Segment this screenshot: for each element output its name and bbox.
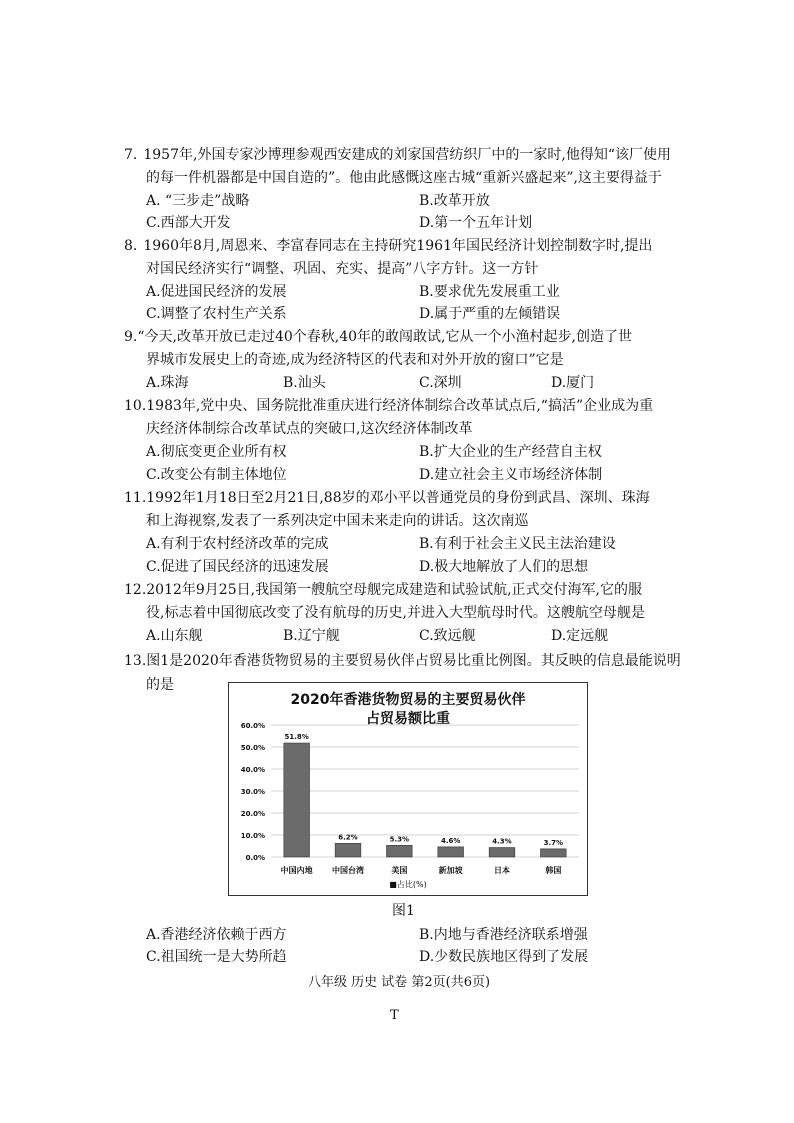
option-a[interactable]: A.珠海 xyxy=(146,375,189,391)
x-category-label: 中国台湾 xyxy=(332,866,364,875)
chart-bars xyxy=(284,733,566,857)
x-category-label: 日本 xyxy=(494,866,510,875)
question-10-line-2: 庆经济体制综合改革试点的突破口,这次经济体制改革 xyxy=(146,421,473,437)
option-a[interactable]: A. “三步走”战略 xyxy=(146,193,250,209)
chart-bar xyxy=(284,743,310,857)
option-d[interactable]: D.厦门 xyxy=(551,375,595,391)
chart-title: 2020年香港货物贸易的主要贸易伙伴 xyxy=(290,692,526,708)
question-text: 1957年,外国专家沙博理参观西安建成的刘家国营纺织厂中的一家时,他得知“该厂使用 xyxy=(143,147,672,163)
x-category-label: 中国内地 xyxy=(280,866,313,875)
y-tick-label: 60.0% xyxy=(240,722,265,730)
option-a[interactable]: A.香港经济依赖于西方 xyxy=(146,927,287,943)
question-8-line-1 xyxy=(124,237,652,255)
question-13-line-1 xyxy=(124,652,681,670)
question-8-line-2: 对国民经济实行“调整、巩固、充实、提高”八字方针。这一方针 xyxy=(146,261,539,277)
chart-subtitle: 占贸易额比重 xyxy=(366,711,450,727)
question-number: 11. xyxy=(124,490,147,506)
question-9-line-2: 界城市发展史上的奇迹,成为经济特区的代表和对外开放的窗口”它是 xyxy=(146,352,564,368)
bar-value-label: 51.8% xyxy=(284,733,309,742)
question-number: 10. xyxy=(124,398,147,414)
option-a[interactable]: A.有利于农村经济改革的完成 xyxy=(146,536,329,552)
question-11-line-2: 和上海视察,发表了一系列决定中国未来走向的讲话。这次南巡 xyxy=(146,513,529,529)
y-tick-label: 40.0% xyxy=(240,766,265,774)
chart-svg xyxy=(229,683,587,895)
question-11-line-1 xyxy=(124,489,650,507)
bar-value-label: 3.7% xyxy=(543,838,564,847)
option-c[interactable]: C.祖国统一是大势所趋 xyxy=(146,949,287,965)
option-b[interactable]: B.内地与香港经济联系增强 xyxy=(419,927,588,943)
question-text: 1960年8月,周恩来、李富春同志在主持研究1961年国民经济计划控制数字时,提出 xyxy=(143,238,653,254)
chart-x-labels xyxy=(281,865,562,875)
bar-value-label: 4.3% xyxy=(492,837,512,846)
question-7-line-1 xyxy=(124,146,671,164)
question-text: “今天,改革开放已走过40个春秋,40年的敢闯敢试,它从一个小渔村起步,创造了世 xyxy=(137,329,632,345)
figure-caption: 图1 xyxy=(392,903,415,919)
question-12-line-2: 役,标志着中国彻底改变了没有航母的历史,并进入大型航母时代。这艘航空母舰是 xyxy=(146,605,645,621)
option-b[interactable]: B.辽宁舰 xyxy=(283,628,340,644)
question-9-line-1 xyxy=(124,328,632,346)
y-tick-label: 30.0% xyxy=(240,788,265,796)
y-tick-label: 0.0% xyxy=(245,854,265,862)
option-b[interactable]: B.扩大企业的生产经营自主权 xyxy=(419,444,602,460)
question-text: 1992年1月18日至2月21日,88岁的邓小平以普通党员的身份到武昌、深圳、珠海 xyxy=(146,490,650,506)
question-number: 12. xyxy=(124,582,147,598)
chart-bar xyxy=(335,843,361,857)
option-d[interactable]: D.定远舰 xyxy=(551,628,609,644)
option-b[interactable]: B.有利于社会主义民主法治建设 xyxy=(419,536,616,552)
bar-value-label: 5.3% xyxy=(389,835,410,844)
option-c[interactable]: C.西部大开发 xyxy=(146,215,231,231)
chart-bar xyxy=(489,848,515,857)
question-text: 1983年,党中央、国务院批准重庆进行经济体制综合改革试点后,“搞活”企业成为重 xyxy=(146,398,654,414)
option-b[interactable]: B.要求优先发展重工业 xyxy=(419,284,560,300)
trade-partner-chart xyxy=(228,682,588,896)
option-c[interactable]: C.促进了国民经济的迅速发展 xyxy=(146,559,329,575)
question-number: 9. xyxy=(124,329,138,345)
y-tick-label: 20.0% xyxy=(240,810,265,818)
chart-bar xyxy=(541,849,567,857)
question-number: 8. xyxy=(124,238,138,254)
chart-bar xyxy=(387,845,413,857)
chart-y-ticks xyxy=(241,722,265,862)
chart-gridlines xyxy=(271,725,579,857)
option-b[interactable]: B.汕头 xyxy=(283,375,326,391)
option-a[interactable]: A.彻底变更企业所有权 xyxy=(146,444,287,460)
option-c[interactable]: C.致远舰 xyxy=(419,628,476,644)
option-d[interactable]: D.属于严重的左倾错误 xyxy=(419,306,561,322)
option-c[interactable]: C.深圳 xyxy=(419,375,462,391)
x-category-label: 美国 xyxy=(391,866,408,875)
question-text: 图1是2020年香港货物贸易的主要贸易伙伴占贸易比重比例图。其反映的信息最能说明 xyxy=(146,653,681,669)
question-text: 2012年9月25日,我国第一艘航空母舰完成建造和试验试航,正式交付海军,它的服 xyxy=(146,582,642,598)
option-b[interactable]: B.改革开放 xyxy=(419,193,490,209)
question-7-line-2: 的每一件机器都是中国自造的”。他由此感慨这座古城“重新兴盛起来”,这主要得益于 xyxy=(146,170,662,186)
bar-value-label: 6.2% xyxy=(338,833,358,842)
bar-value-label: 4.6% xyxy=(440,836,461,845)
option-a[interactable]: A.促进国民经济的发展 xyxy=(146,284,287,300)
y-tick-label: 50.0% xyxy=(240,744,265,752)
chart-legend: ■占比(%) xyxy=(389,880,427,889)
bottom-mark: T xyxy=(390,1008,399,1023)
page-footer: 八年级 历史 试卷 第2页(共6页) xyxy=(308,975,491,990)
option-a[interactable]: A.山东舰 xyxy=(146,628,203,644)
option-d[interactable]: D.第一个五年计划 xyxy=(419,215,533,231)
option-d[interactable]: D.少数民族地区得到了发展 xyxy=(419,949,589,965)
chart-bar xyxy=(438,847,464,857)
question-10-line-1 xyxy=(124,397,653,415)
y-tick-label: 10.0% xyxy=(240,832,265,840)
option-c[interactable]: C.改变公有制主体地位 xyxy=(146,467,287,483)
option-c[interactable]: C.调整了农村生产关系 xyxy=(146,306,287,322)
question-number: 7. xyxy=(124,147,138,163)
option-d[interactable]: D.建立社会主义市场经济体制 xyxy=(419,467,603,483)
x-category-label: 韩国 xyxy=(545,866,562,875)
option-d[interactable]: D.极大地解放了人们的思想 xyxy=(419,559,589,575)
x-category-label: 新加坡 xyxy=(438,866,463,875)
question-13-line-2: 的是 xyxy=(146,677,174,693)
question-12-line-1 xyxy=(124,581,642,599)
question-number: 13. xyxy=(124,653,147,669)
